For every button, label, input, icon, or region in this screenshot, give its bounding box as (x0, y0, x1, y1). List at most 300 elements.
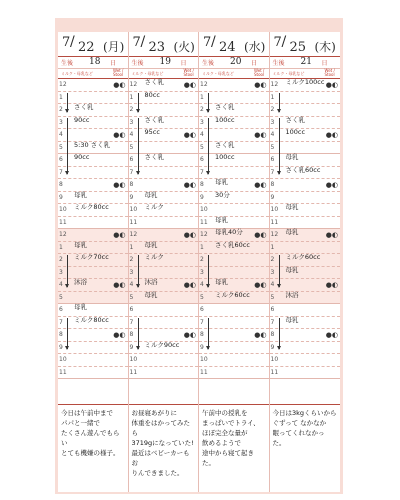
hour-label: 2 (129, 256, 134, 263)
hour-label: 1 (59, 93, 63, 101)
hour-row[interactable] (270, 92, 341, 105)
feeding-note: ミルク60cc (285, 253, 321, 261)
hour-label: 2 (59, 256, 63, 263)
hour-row[interactable] (58, 367, 128, 380)
hour-row[interactable] (129, 317, 199, 330)
feeding-note: ミルク (144, 253, 164, 261)
hour-label: 8 (59, 331, 63, 338)
day-memo[interactable] (58, 404, 128, 492)
hour-row[interactable] (270, 267, 341, 280)
hour-row[interactable] (199, 367, 269, 380)
hour-label: 6 (59, 306, 63, 313)
wet-stool-icon[interactable]: ●◐ (113, 231, 126, 239)
hour-label: 7 (200, 318, 204, 326)
memo-line: とても機嫌の様子。 (61, 449, 120, 457)
wet-stool-icon[interactable]: ●◐ (113, 81, 126, 89)
hour-row[interactable] (129, 179, 199, 192)
wet-stool-icon[interactable]: ●◐ (183, 231, 196, 239)
hour-row[interactable] (270, 192, 341, 205)
hour-label: 3 (270, 268, 275, 276)
hour-row[interactable] (199, 304, 269, 317)
hour-label: 9 (270, 193, 275, 201)
hour-label: 1 (59, 243, 63, 251)
hour-label: 11 (59, 368, 67, 376)
memo-line: 今日は午前中まで (61, 409, 113, 417)
hour-row[interactable] (129, 267, 199, 280)
duration-arrow (208, 255, 209, 287)
memo-line: たくさん遊んでもらい (61, 429, 120, 447)
feeding-note: 母乳 (144, 240, 158, 249)
hour-label: 1 (270, 243, 275, 251)
day-memo[interactable] (199, 404, 269, 492)
hour-label: 11 (59, 218, 67, 226)
sub-header-left: ミルク・母乳など (61, 71, 93, 76)
hour-label: 5 (270, 293, 275, 301)
date-month: 7 (132, 35, 141, 50)
feeding-note: さく乳 (285, 115, 305, 124)
hour-label: 6 (129, 156, 134, 163)
hour-grid (129, 79, 199, 379)
hour-label: 9 (129, 193, 134, 201)
hour-row[interactable] (58, 154, 128, 167)
date-weekday: (水) (244, 40, 266, 54)
hour-row[interactable] (270, 229, 341, 242)
hour-label: 9 (59, 343, 63, 351)
hour-label: 8 (59, 181, 63, 188)
age-label: 生後 (202, 60, 215, 67)
sub-header-left: ミルク・母乳など (202, 71, 234, 76)
date-day: 25 (289, 40, 307, 55)
hour-row[interactable] (58, 354, 128, 367)
memo-line: お昼寝あがりに (131, 409, 177, 417)
wet-stool-icon[interactable]: ●◐ (325, 231, 338, 239)
date-slash: / (211, 34, 216, 50)
age-label: 生後 (272, 60, 285, 67)
wet-stool-icon[interactable]: ●◐ (254, 331, 267, 339)
day-column (270, 32, 341, 492)
hour-label: 7 (270, 318, 275, 326)
hour-row[interactable] (58, 292, 128, 305)
wet-stool-icon[interactable]: ●◐ (254, 231, 267, 239)
diary-page (55, 18, 343, 494)
hour-label: 2 (59, 106, 63, 113)
hour-label: 5 (59, 143, 63, 151)
sub-header (58, 69, 128, 79)
wet-stool-icon[interactable]: ●◐ (325, 81, 338, 89)
wet-stool-icon[interactable]: ●◐ (183, 281, 196, 289)
day-column (129, 32, 200, 492)
hour-label: 10 (270, 356, 279, 363)
duration-arrow (208, 318, 209, 350)
date-weekday: (月) (103, 40, 125, 54)
feeding-note: さく乳60cc (285, 165, 321, 174)
hour-label: 4 (129, 131, 134, 138)
feeding-note: 母乳 (74, 190, 87, 199)
feeding-note: さく乳 (144, 115, 164, 124)
age-days: 20 (230, 57, 242, 67)
wet-stool-icon[interactable]: ●◐ (325, 331, 338, 339)
wet-stool-icon[interactable]: ●◐ (183, 81, 196, 89)
wet-stool-icon[interactable]: ●◐ (254, 281, 267, 289)
hour-label: 6 (270, 156, 275, 163)
hour-label: 9 (200, 193, 204, 201)
hour-row[interactable] (199, 329, 269, 342)
feeding-note: 80cc (144, 90, 160, 99)
duration-arrow (67, 93, 68, 112)
hour-row[interactable] (270, 367, 341, 380)
wet-stool-icon[interactable]: ●◐ (113, 281, 126, 289)
feeding-note: さく乳 (144, 78, 164, 86)
hour-row[interactable] (270, 354, 341, 367)
duration-arrow (279, 93, 280, 112)
age-unit: 日 (251, 60, 258, 67)
memo-line: パパと一緒で (61, 419, 100, 427)
age-days: 19 (159, 57, 171, 67)
date-header (199, 32, 269, 57)
hour-label: 5 (59, 293, 63, 301)
feeding-note: 母乳 (144, 190, 158, 199)
hour-label: 8 (200, 181, 204, 188)
duration-arrow (138, 318, 139, 350)
hour-row[interactable] (129, 354, 199, 367)
date-month: 7 (273, 35, 282, 50)
hour-row[interactable] (129, 217, 199, 230)
hour-row[interactable] (129, 367, 199, 380)
wet-stool-icon[interactable]: ●◐ (113, 131, 126, 139)
feeding-note: さく乳 (215, 140, 235, 149)
age-unit: 日 (180, 60, 187, 67)
hour-label: 7 (59, 318, 63, 326)
hour-row[interactable] (270, 179, 341, 192)
hour-row[interactable] (270, 329, 341, 342)
hour-label: 3 (270, 118, 275, 126)
duration-arrow (67, 118, 68, 175)
feeding-note: ミルク80cc (74, 203, 109, 211)
hour-label: 7 (59, 168, 63, 176)
feeding-note: 母乳 (285, 265, 299, 274)
feeding-note: ミルク80cc (74, 315, 109, 324)
hour-label: 3 (59, 268, 63, 276)
wet-stool-icon[interactable]: ●◐ (254, 81, 267, 89)
hour-row[interactable] (58, 267, 128, 280)
date-header (270, 32, 341, 57)
hour-row[interactable] (58, 179, 128, 192)
memo-line: 眠ってくれなかった。 (272, 429, 325, 447)
hour-row[interactable] (58, 229, 128, 242)
feeding-note: ミルク90cc (144, 340, 180, 349)
wet-stool-icon[interactable]: ●◐ (254, 131, 267, 139)
date-weekday: (火) (173, 40, 195, 54)
hour-label: 9 (59, 193, 63, 201)
feeding-note: 母乳 (285, 153, 299, 161)
hour-label: 3 (200, 268, 204, 276)
age-days: 21 (300, 57, 312, 67)
hour-label: 6 (270, 306, 275, 313)
hour-label: 12 (59, 81, 67, 88)
age-days: 18 (89, 57, 101, 67)
hour-label: 2 (129, 106, 134, 113)
hour-label: 12 (129, 231, 138, 238)
date-day: 23 (148, 40, 166, 55)
sub-header-right: Wet / Stool (183, 68, 194, 77)
wet-stool-icon[interactable]: ●◐ (113, 181, 126, 189)
hour-row[interactable] (129, 304, 199, 317)
hour-label: 11 (270, 218, 279, 226)
hour-label: 6 (200, 156, 204, 163)
feeding-note: 100cc (215, 115, 235, 124)
hour-label: 12 (59, 231, 67, 238)
hour-label: 12 (200, 81, 208, 88)
hour-label: 10 (270, 206, 279, 213)
hour-row[interactable] (270, 292, 341, 305)
memo-line: ほぼ完全な量が (202, 429, 248, 437)
feeding-note: 100cc (285, 128, 306, 136)
hour-label: 3 (129, 118, 134, 126)
feeding-note: 母乳 (215, 178, 228, 186)
feeding-note: 母乳 (285, 315, 299, 324)
sub-header-right: Wet / Stool (113, 68, 124, 77)
duration-arrow (208, 118, 209, 175)
hour-label: 12 (270, 231, 279, 238)
feeding-note: さく乳 (144, 153, 164, 161)
memo-line: 飲めるようで (202, 439, 241, 447)
hour-label: 10 (59, 356, 67, 363)
memo-line: ぐずって なかなか (272, 419, 327, 427)
feeding-note: さく乳 (74, 103, 94, 111)
hour-row[interactable] (270, 154, 341, 167)
hour-label: 1 (200, 93, 204, 101)
memo-line: 今日は3kgくらいから (272, 409, 337, 417)
duration-arrow (138, 93, 139, 112)
hour-row[interactable] (129, 292, 199, 305)
date-slash: / (70, 34, 75, 50)
hour-label: 4 (59, 131, 63, 138)
sub-header-left: ミルク・母乳など (131, 71, 164, 76)
day-columns (58, 32, 340, 492)
hour-label: 5 (200, 293, 204, 301)
wet-stool-icon[interactable]: ●◐ (183, 131, 196, 139)
hour-label: 1 (129, 243, 134, 251)
duration-arrow (208, 93, 209, 112)
feeding-note: 母乳 (285, 203, 299, 211)
hour-row[interactable] (270, 217, 341, 230)
hour-label: 7 (129, 318, 134, 326)
duration-arrow (279, 118, 280, 175)
feeding-note: 母乳 (74, 303, 87, 311)
hour-label: 7 (270, 168, 275, 176)
duration-arrow (279, 318, 280, 350)
hour-row[interactable] (270, 304, 341, 317)
date-day: 24 (219, 40, 236, 55)
duration-arrow (67, 318, 68, 350)
hour-row[interactable] (199, 192, 269, 205)
hour-row[interactable] (270, 317, 341, 330)
hour-row[interactable] (199, 254, 269, 267)
hour-row[interactable] (129, 229, 199, 242)
hour-label: 10 (200, 206, 208, 213)
hour-row[interactable] (199, 317, 269, 330)
age-label: 生後 (61, 60, 74, 67)
hour-row[interactable] (58, 304, 128, 317)
hour-label: 6 (129, 306, 134, 313)
hour-label: 7 (129, 168, 134, 176)
wet-stool-icon[interactable]: ●◐ (325, 131, 338, 139)
memo-line: まっぱいでトライ、 (202, 419, 260, 427)
hour-label: 10 (200, 356, 208, 363)
wet-stool-icon[interactable]: ●◐ (254, 181, 267, 189)
memo-line: 3719gになっていた! (131, 439, 194, 447)
hour-label: 11 (129, 368, 138, 376)
hour-label: 8 (270, 181, 275, 188)
hour-label: 12 (270, 81, 279, 88)
hour-label: 11 (200, 368, 208, 376)
hour-label: 1 (200, 243, 204, 251)
hour-row[interactable] (199, 354, 269, 367)
age-unit: 日 (110, 60, 117, 67)
memo-line: 午前中の授乳を (202, 409, 248, 417)
feeding-note: 95cc (144, 128, 160, 136)
feeding-note: 90cc (74, 115, 90, 124)
hour-label: 6 (200, 306, 204, 313)
hour-label: 4 (200, 281, 204, 288)
hour-label: 6 (59, 156, 63, 163)
feeding-note: ミルク (144, 203, 164, 211)
hour-row[interactable] (58, 117, 128, 130)
hour-label: 5 (129, 143, 134, 151)
hour-row[interactable] (270, 204, 341, 217)
hour-label: 9 (200, 343, 204, 351)
wet-stool-icon[interactable]: ●◐ (325, 181, 338, 189)
hour-label: 8 (270, 331, 275, 338)
feeding-note: 母乳 (215, 278, 228, 286)
hour-label: 3 (129, 268, 134, 276)
hour-label: 4 (59, 281, 63, 288)
hour-label: 2 (270, 106, 275, 113)
wet-stool-icon[interactable]: ●◐ (113, 331, 126, 339)
hour-label: 11 (200, 218, 208, 226)
hour-row[interactable] (129, 129, 199, 142)
hour-label: 3 (200, 118, 204, 126)
feeding-note: 沐浴 (144, 278, 158, 286)
date-slash: / (140, 34, 146, 50)
memo-line: 最近はベビーカーもお (131, 449, 190, 467)
day-column (199, 32, 270, 492)
duration-arrow (138, 118, 139, 175)
hour-label: 11 (129, 218, 138, 226)
feeding-note: 沐浴 (285, 290, 299, 299)
hour-row[interactable] (129, 92, 199, 105)
feeding-note: 母乳 (74, 240, 87, 249)
hour-label: 4 (200, 131, 204, 138)
hour-label: 7 (200, 168, 204, 176)
hour-row[interactable] (58, 79, 128, 92)
date-weekday: (木) (314, 40, 336, 54)
day-column (58, 32, 129, 492)
feeding-note: 母乳 (144, 290, 158, 299)
hour-row[interactable] (199, 204, 269, 217)
feeding-note: 5:30 さく乳 (74, 140, 111, 149)
hour-row[interactable] (270, 142, 341, 155)
hour-row[interactable] (199, 267, 269, 280)
hour-grid (270, 79, 341, 379)
memo-line: 体重をはかってみたら (131, 419, 190, 437)
hour-label: 5 (129, 293, 134, 301)
hour-label: 10 (129, 356, 138, 363)
hour-label: 10 (59, 206, 67, 213)
hour-label: 2 (200, 256, 204, 263)
hour-row[interactable] (58, 329, 128, 342)
hour-label: 2 (200, 106, 204, 113)
duration-arrow (138, 255, 139, 287)
hour-row[interactable] (199, 179, 269, 192)
sub-header-right: Wet / Stool (254, 68, 265, 77)
hour-row[interactable] (58, 217, 128, 230)
hour-label: 5 (200, 143, 204, 151)
date-month: 7 (62, 35, 71, 50)
wet-stool-icon[interactable]: ●◐ (183, 331, 196, 339)
hour-label: 1 (270, 93, 275, 101)
feeding-note: ミルク60cc (215, 290, 250, 299)
feeding-note: 母乳40分 (215, 228, 243, 236)
feeding-note: 30分 (215, 190, 230, 199)
feeding-note: さく乳 (215, 103, 235, 111)
feeding-note: ミルク70cc (74, 253, 109, 261)
wet-stool-icon[interactable]: ●◐ (183, 181, 196, 189)
feeding-note: 母乳 (285, 228, 299, 236)
hour-label: 4 (270, 281, 275, 288)
date-header (58, 32, 128, 57)
hour-label: 10 (129, 206, 138, 213)
hour-row[interactable] (58, 129, 128, 142)
feeding-note: 母乳 (215, 215, 228, 224)
hour-label: 5 (270, 143, 275, 151)
hour-label: 12 (129, 81, 138, 88)
hour-label: 2 (270, 256, 275, 263)
wet-stool-icon[interactable]: ●◐ (325, 281, 338, 289)
hour-label: 4 (129, 281, 134, 288)
hour-label: 3 (59, 118, 63, 126)
hour-grid (58, 79, 128, 379)
feeding-note: 90cc (74, 153, 90, 161)
sub-header-right: Wet / Stool (324, 68, 335, 77)
hour-row[interactable] (199, 129, 269, 142)
age-unit: 日 (321, 60, 328, 67)
memo-line: 途中から寝て起きた。 (202, 449, 254, 467)
day-memo[interactable] (129, 404, 199, 492)
hour-label: 1 (129, 93, 134, 101)
duration-arrow (67, 255, 68, 287)
feeding-note: 100cc (215, 153, 235, 161)
day-memo[interactable] (270, 404, 341, 492)
sub-header-left: ミルク・母乳など (272, 71, 305, 76)
feeding-note: 沐浴 (74, 278, 87, 286)
hour-row[interactable] (129, 329, 199, 342)
hour-label: 9 (270, 343, 275, 351)
date-header (129, 32, 199, 57)
date-slash: / (281, 34, 287, 50)
hour-row[interactable] (199, 79, 269, 92)
hour-label: 8 (129, 331, 134, 338)
hour-label: 9 (129, 343, 134, 351)
sub-header (199, 69, 269, 79)
feeding-note: さく乳60cc (215, 240, 250, 249)
hour-label: 8 (200, 331, 204, 338)
date-month: 7 (203, 35, 212, 50)
hour-label: 4 (270, 131, 275, 138)
hour-label: 11 (270, 368, 279, 376)
hour-label: 12 (200, 231, 208, 238)
age-label: 生後 (131, 60, 144, 67)
